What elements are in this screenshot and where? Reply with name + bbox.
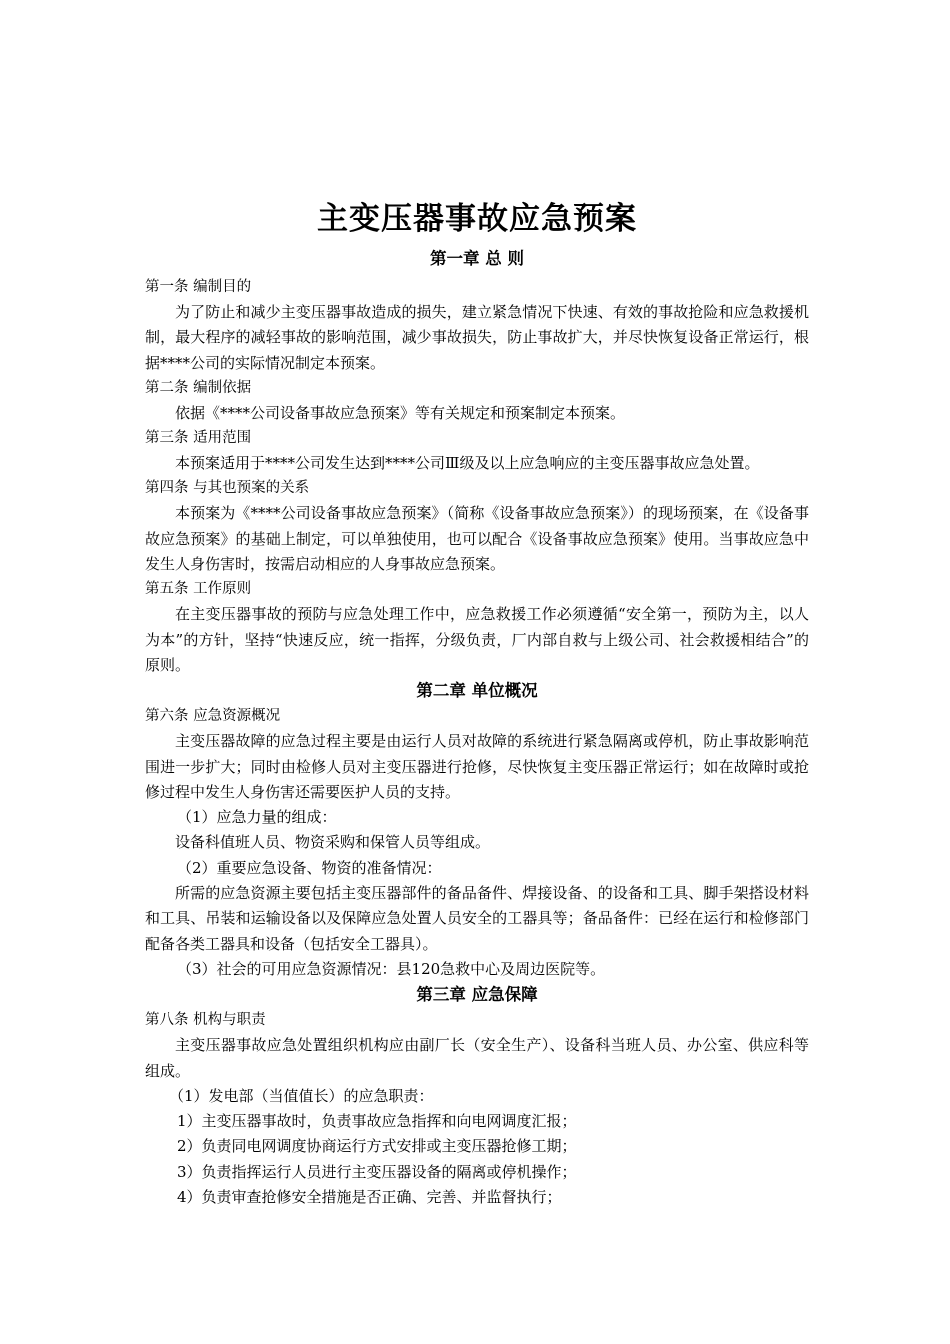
article-6-item-2: （2）重要应急设备、物资的准备情况： bbox=[177, 858, 442, 877]
article-6-item-1-text: 设备科值班人员、物资采购和保管人员等组成。 bbox=[175, 833, 491, 852]
article-6-text: 主变压器故障的应急过程主要是由运行人员对故障的系统进行紧急隔离或停机，防止事故影响范围进一步扩大；同时由检修人员对主变压器进行抢修，尽快恢复主变压器正常运行；如在故障时或抢修过程中发生人身伤害还需要医护人员的支持。 bbox=[145, 732, 809, 801]
chapter-3-heading: 第三章 应急保障 bbox=[416, 985, 538, 1005]
article-8-text: 主变压器事故应急处置组织机构应由副厂长（安全生产）、设备科当班人员、办公室、供应科等组成。 bbox=[145, 1036, 809, 1080]
article-1-heading: 第一条 编制目的 bbox=[145, 279, 252, 295]
article-8-subitem-4: 4）负责审查抢修安全措施是否正确、完善、并监督执行； bbox=[177, 1188, 562, 1207]
article-6-heading: 第六条 应急资源概况 bbox=[145, 708, 281, 725]
article-8-item-1: （1）发电部（当值值长）的应急职责： bbox=[169, 1086, 434, 1105]
article-3-text: 本预案适用于****公司发生达到****公司Ⅲ级及以上应急响应的主变压器事故应急处置。 bbox=[175, 454, 760, 473]
article-8-subitem-1: 1）主变压器事故时，负责事故应急指挥和向电网调度汇报； bbox=[177, 1112, 577, 1131]
article-8-subitem-2: 2）负责同电网调度协商运行方式安排或主变压器抢修工期； bbox=[177, 1137, 577, 1156]
chapter-1-heading: 第一章 总 则 bbox=[430, 249, 524, 268]
article-5-heading: 第五条 工作原则 bbox=[145, 581, 252, 598]
article-6-item-1: （1）应急力量的组成： bbox=[177, 808, 337, 827]
document-body bbox=[145, 246, 809, 1210]
article-3-heading: 第三条 适用范围 bbox=[145, 430, 252, 447]
article-2-heading: 第二条 编制依据 bbox=[145, 379, 252, 396]
document-title: 主变压器事故应急预案 bbox=[317, 200, 637, 237]
article-8-heading: 第八条 机构与职责 bbox=[145, 1012, 266, 1029]
chapter-2-heading: 第二章 单位概况 bbox=[416, 681, 538, 701]
article-4-text: 本预案为《****公司设备事故应急预案》（简称《设备事故应急预案》）的现场预案，在《设备事故应急预案》的基础上制定，可以单独使用，也可以配合《设备事故应急预案》使用。当事故应急中发生人身伤害时，按需启动相应的人身事故应急预案。 bbox=[145, 504, 809, 574]
article-2-text: 依据《****公司设备事故应急预案》等有关规定和预案制定本预案。 bbox=[175, 403, 626, 422]
article-5-text: 在主变压器事故的预防与应急处理工作中，应急救援工作必须遵循“安全第一，预防为主，以人为本”的方针，坚持“快速反应，统一指挥，分级负责，厂内部自救与上级公司、社会救援相结合”的原则。 bbox=[145, 605, 809, 674]
article-6-item-3: （3）社会的可用应急资源情况：县120急救中心及周边医院等。 bbox=[177, 959, 606, 978]
article-1-text: 为了防止和减少主变压器事故造成的损失，建立紧急情况下快速、有效的事故抢险和应急救援机制，最大程序的减轻事故的影响范围，减少事故损失，防止事故扩大，并尽快恢复设备正常运行，根据****公司的实际情况制定本预案。 bbox=[145, 303, 809, 372]
article-6-item-2-text: 所需的应急资源主要包括主变压器部件的备品备件、焊接设备、的设备和工具、脚手架搭设材料和工具、吊装和运输设备以及保障应急处置人员安全的工器具等；备品备件：已经在运行和检修部门配备各类工器具和设备（包括安全工器具）。 bbox=[145, 884, 809, 953]
article-8-subitem-3: 3）负责指挥运行人员进行主变压器设备的隔离或停机操作； bbox=[177, 1162, 577, 1181]
article-4-heading: 第四条 与其也预案的关系 bbox=[145, 480, 310, 497]
